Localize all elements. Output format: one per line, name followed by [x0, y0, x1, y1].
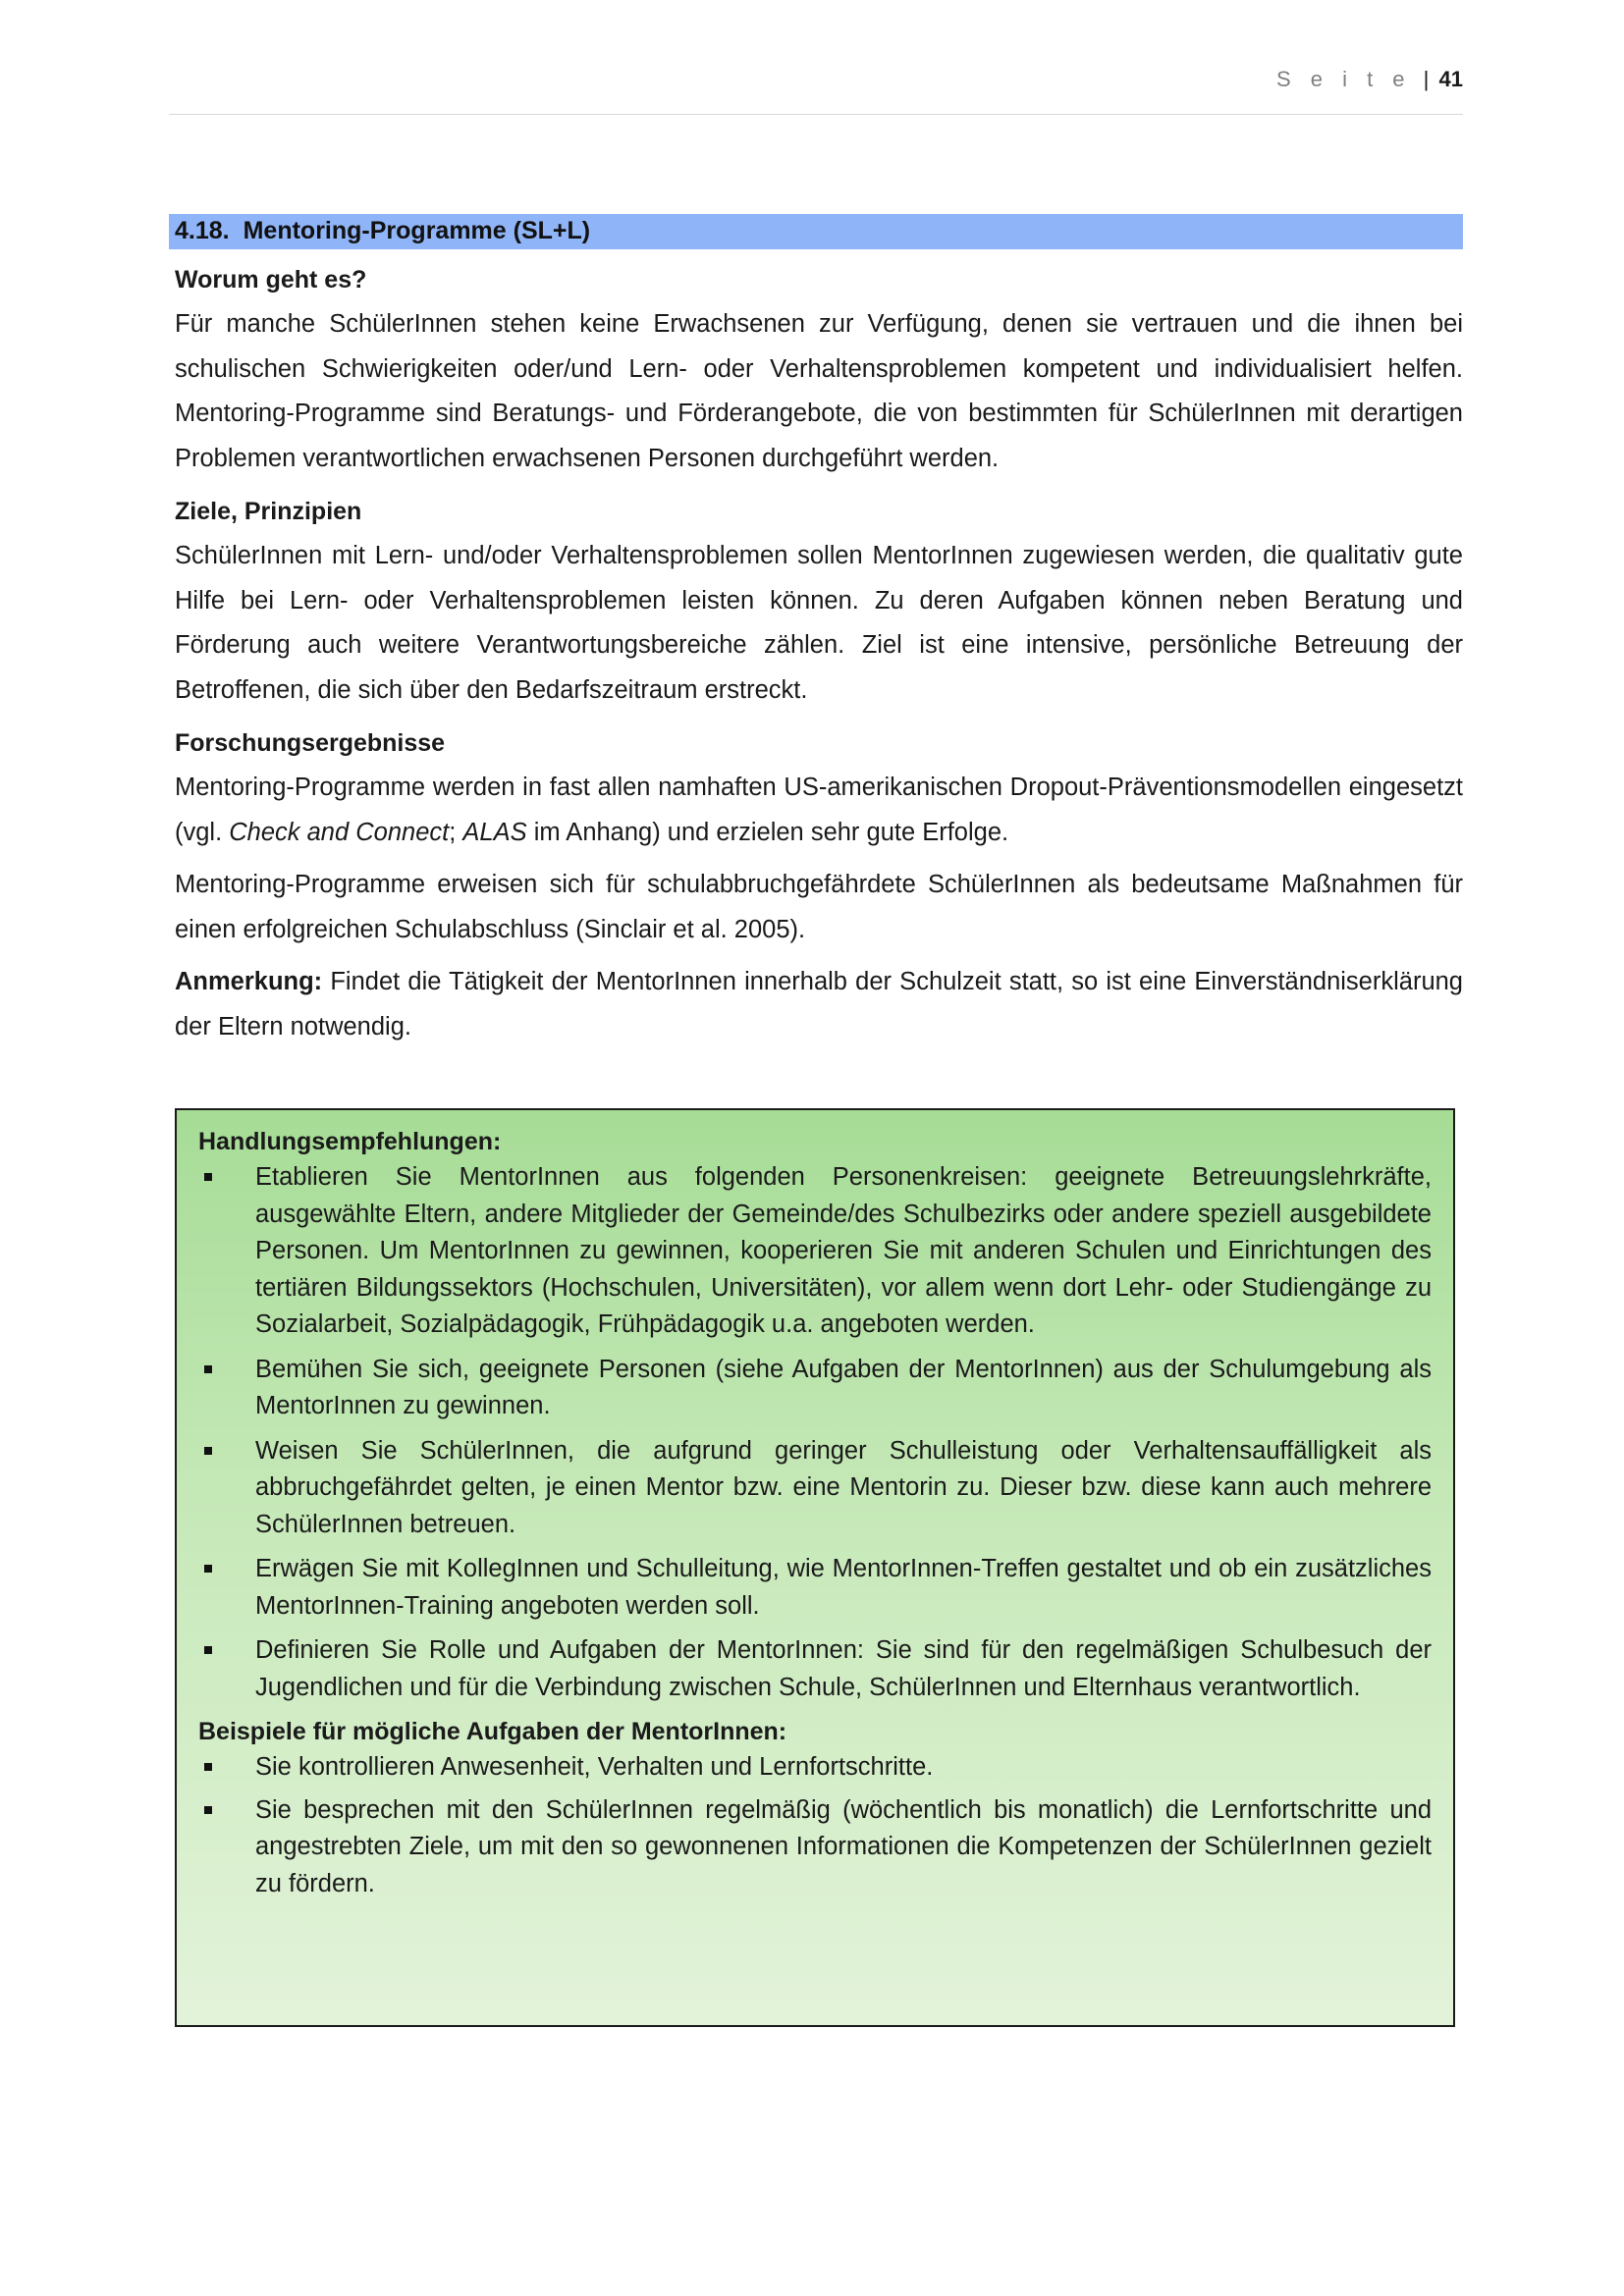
list-item — [198, 1352, 1432, 1425]
bullet-square-icon — [204, 1447, 212, 1455]
list-item-text: Sie kontrollieren Anwesenheit, Verhalten und Lernfortschritte. — [255, 1753, 934, 1781]
heading-worum: Worum geht es? — [175, 266, 367, 294]
examples-list — [198, 1749, 1432, 1902]
paragraph-worum: Für manche SchülerInnen stehen keine Erwachsenen zur Verfügung, denen sie vertrauen und die ihnen bei schulischen Schwierigkeiten oder/und Lern- oder Verhaltensproblemen kompetent und individualisiert helfen. Mentoring-Programme sind Beratungs- und Förderangebote, die von bestimmten für SchülerInnen mit derartigen Problemen verantwortlichen erwachsenen Personen durchgeführt werden. — [175, 310, 1463, 472]
list-item-text: Sie besprechen mit den SchülerInnen regelmäßig (wöchentlich bis monatlich) die Lernfortschritte und angestrebten Ziele, um mit den so gewonnenen Informationen die Kompetenzen der SchülerInnen gezielt zu fördern. — [255, 1795, 1432, 1897]
page-number — [1276, 67, 1463, 92]
bullet-square-icon — [204, 1763, 212, 1771]
bullet-square-icon — [204, 1806, 212, 1814]
anmerkung-label: Anmerkung: — [175, 968, 323, 995]
forschung-text-b: ; — [449, 818, 463, 846]
bullet-square-icon — [204, 1565, 212, 1573]
page-header — [169, 59, 1463, 115]
recommendations-list — [198, 1159, 1432, 1706]
paragraph-forschung-1 — [175, 766, 1463, 855]
section-number: 4.18. — [175, 217, 230, 244]
recommendations-box — [175, 1108, 1455, 2027]
paragraph-forschung-2: Mentoring-Programme erweisen sich für schulabbruchgefährdete SchülerInnen als bedeutsame Maßnahmen für einen erfolgreichen Schulabschluss (Sinclair et al. 2005). — [175, 871, 1463, 943]
forschung-citation-alas: ALAS — [462, 818, 527, 846]
forschung-text-a: Mentoring-Programme werden in fast allen namhaften US-amerikanischen Dropout-Präventionsmodellen eingesetzt (vgl. — [175, 774, 1463, 846]
list-item — [198, 1159, 1432, 1344]
paragraph-anmerkung — [175, 960, 1463, 1049]
bullet-square-icon — [204, 1646, 212, 1654]
list-item — [198, 1632, 1432, 1706]
page-number-value: 41 — [1438, 67, 1463, 91]
bullet-square-icon — [204, 1173, 212, 1181]
page-label: S e i t e — [1275, 67, 1412, 91]
examples-heading: Beispiele für mögliche Aufgaben der MentorInnen: — [198, 1718, 787, 1745]
list-item-text: Bemühen Sie sich, geeignete Personen (siehe Aufgaben der MentorInnen) aus der Schulumgebung als MentorInnen zu gewinnen. — [255, 1355, 1432, 1419]
list-item-text: Weisen Sie SchülerInnen, die aufgrund geringer Schulleistung oder Verhaltensauffälligkeit als abbruchgefährdet gelten, je einen Mentor bzw. eine Mentorin zu. Dieser bzw. diese kann auch mehrere SchülerInnen betreuen. — [255, 1436, 1432, 1538]
list-item-text: Etablieren Sie MentorInnen aus folgenden Personenkreisen: geeignete Betreuungslehrkräfte, ausgewählte Eltern, andere Mitglieder der Gemeinde/des Schulbezirks oder andere speziell ausgebildete Personen. Um MentorInnen zu gewinnen, kooperieren Sie mit anderen Schulen und Einrichtungen des tertiären Bildungssektors (Hochschulen, Universitäten), vor allem wenn dort Lehr- oder Studiengänge zu Sozialarbeit, Sozialpädagogik, Frühpädagogik u.a. angeboten werden. — [255, 1163, 1432, 1338]
anmerkung-text: Findet die Tätigkeit der MentorInnen innerhalb der Schulzeit statt, so ist eine Einverständniserklärung der Eltern notwendig. — [175, 968, 1463, 1041]
forschung-text-c: im Anhang) und erzielen sehr gute Erfolge. — [526, 818, 1009, 846]
list-item — [198, 1551, 1432, 1625]
section-title: Mentoring-Programme (SL+L) — [243, 217, 591, 244]
recommendations-heading: Handlungsempfehlungen: — [198, 1128, 502, 1155]
list-item — [198, 1433, 1432, 1544]
list-item-text: Erwägen Sie mit KollegInnen und Schulleitung, wie MentorInnen-Treffen gestaltet und ob ein zusätzliches MentorInnen-Training angeboten werden soll. — [255, 1555, 1432, 1620]
list-item-text: Definieren Sie Rolle und Aufgaben der MentorInnen: Sie sind für den regelmäßigen Schulbesuch der Jugendlichen und für die Verbindung zwischen Schule, SchülerInnen und Elternhaus verantwortlich. — [255, 1636, 1432, 1701]
list-item — [198, 1792, 1432, 1903]
main-content — [175, 214, 1463, 1057]
page-separator: | — [1423, 67, 1430, 91]
list-item — [198, 1749, 1432, 1787]
paragraph-ziele: SchülerInnen mit Lern- und/oder Verhaltensproblemen sollen MentorInnen zugewiesen werden, die qualitativ gute Hilfe bei Lern- oder Verhaltensproblemen leisten können. Zu deren Aufgaben können neben Beratung und Förderung auch weitere Verantwortungsbereiche zählen. Ziel ist eine intensive, persönliche Betreuung der Betroffenen, die sich über den Bedarfszeitraum erstreckt. — [175, 542, 1463, 704]
forschung-citation-check-and-connect: Check and Connect — [229, 818, 450, 846]
section-heading — [169, 214, 1463, 249]
heading-forschung: Forschungsergebnisse — [175, 729, 446, 757]
bullet-square-icon — [204, 1365, 212, 1373]
heading-ziele: Ziele, Prinzipien — [175, 498, 362, 525]
